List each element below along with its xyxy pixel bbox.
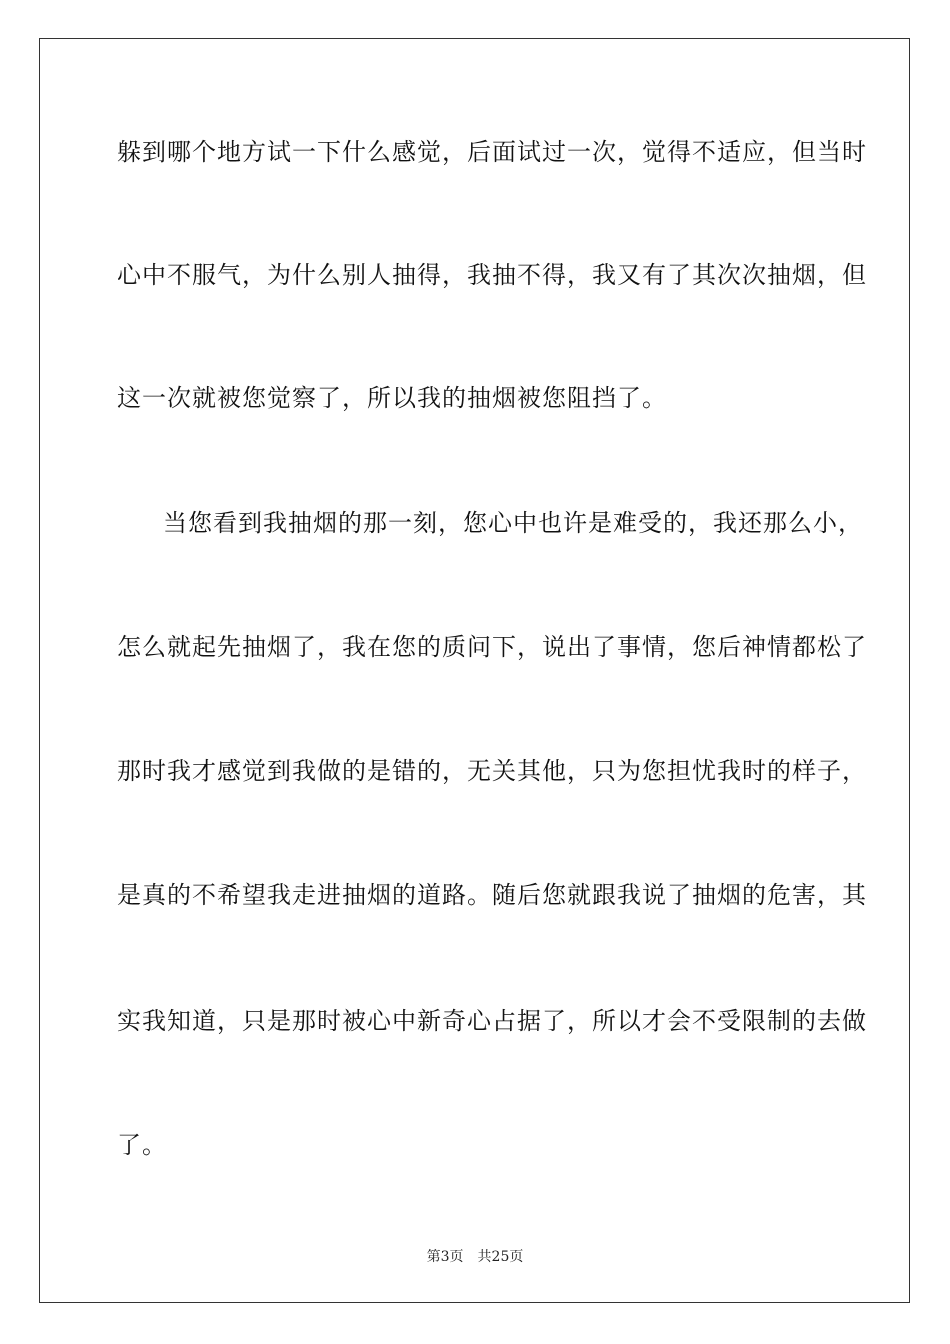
text-line-6: 那时我才感觉到我做的是错的，无关其他，只为您担忧我时的样子，: [117, 757, 867, 785]
text-line-2: 心中不服气，为什么别人抽得，我抽不得，我又有了其次次抽烟，但: [117, 261, 867, 289]
text-line-9: 了。: [117, 1131, 167, 1159]
text-line-8: 实我知道，只是那时被心中新奇心占据了，所以才会不受限制的去做: [117, 1007, 867, 1035]
text-line-5: 怎么就起先抽烟了，我在您的质问下，说出了事情，您后神情都松了: [117, 633, 867, 661]
page-footer: [0, 1248, 950, 1266]
text-line-3: 这一次就被您觉察了，所以我的抽烟被您阻挡了。: [117, 384, 667, 412]
text-line-1: 躲到哪个地方试一下什么感觉，后面试过一次，觉得不适应，但当时: [117, 138, 867, 166]
page-total: 共25页: [477, 1249, 524, 1265]
text-line-4: 当您看到我抽烟的那一刻，您心中也许是难受的，我还那么小，: [163, 509, 863, 537]
page-border: [39, 38, 910, 1303]
text-line-7: 是真的不希望我走进抽烟的道路。随后您就跟我说了抽烟的危害，其: [117, 881, 867, 909]
page-number: 第3页: [426, 1249, 464, 1265]
